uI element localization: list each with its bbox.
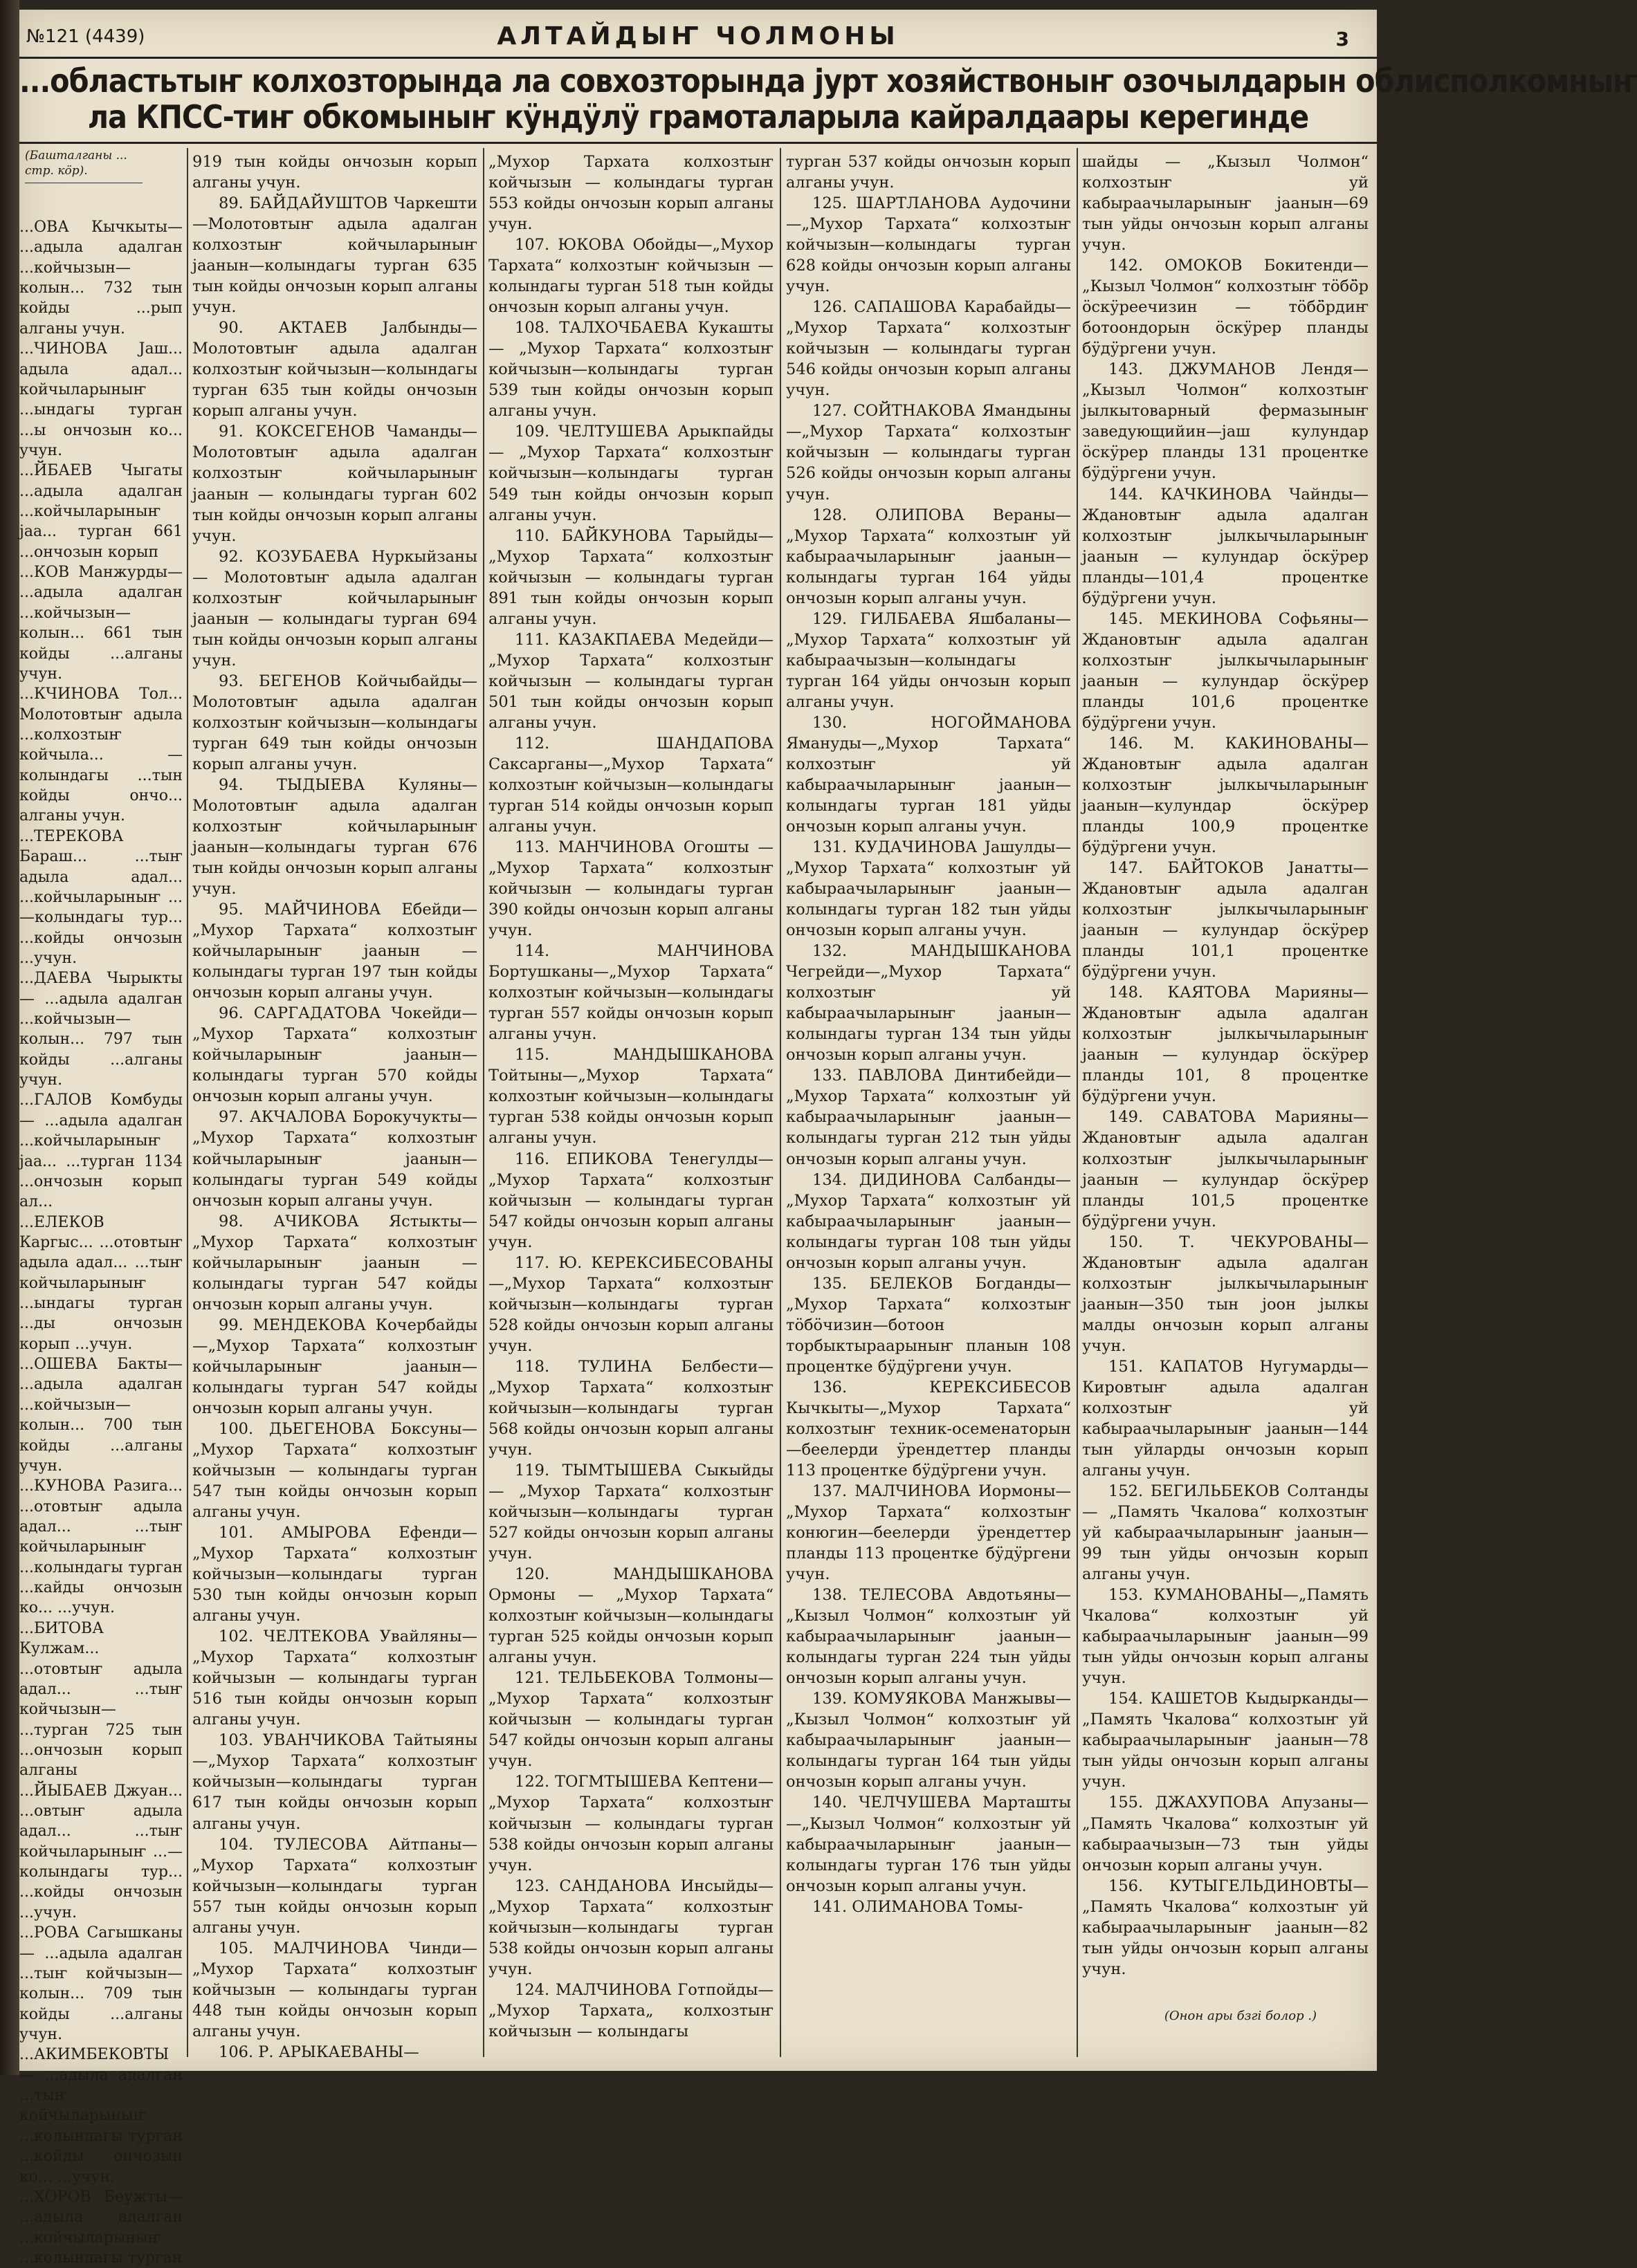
paragraph: 119. ТЫМТЫШЕВА Сыкыйды — „Мухор Тархата“ колхозтыҥ койчызын—колындагы турган 527 койды ончозын корып алганы учун.: [488, 1461, 774, 1563]
paragraph: 144. КАЧКИНОВА Чайнды—Ждановтыҥ адыла адалган колхозтыҥ јылкычыларыныҥ јаанын — кулундар ӧскӱрер планды—101,4 процентке бӱдӱргени учун.: [1082, 485, 1369, 607]
column-divider: [780, 148, 781, 2057]
paragraph: 138. ТЕЛЕСОВА Авдотьяны—„Кызыл Чолмон“ колхозтыҥ уй кабыраачыларыныҥ јаанын—колындагы турган 224 тын уйды ончозын корып алганы учун.: [786, 1586, 1071, 1688]
paragraph: 123. САНДАНОВА Инсыйды—„Мухор Тархата“ колхозтыҥ койчызын—колындагы турган 538 койды ончозын корып алганы учун.: [488, 1877, 774, 1978]
paragraph: 104. ТУЛЕСОВА Айтпаны—„Мухор Тархата“ колхозтыҥ койчызын—колындагы турган 557 тын койды ончозын корып алганы учун.: [192, 1835, 477, 1937]
column-divider: [483, 148, 484, 2057]
paragraph: 121. ТЕЛЬБЕКОВА Толмоны—„Мухор Тархата“ колхозтыҥ койчызын — колындагы турган 547 койды ончозын корып алганы учун.: [488, 1669, 774, 1771]
paragraph: 100. ДЬЕГЕНОВА Боксуны—„Мухор Тархата“ колхозтыҥ койчызын — колындагы турган 547 тын койды ончозын корып алганы учун.: [192, 1419, 477, 1522]
paragraph: 146. М. КАКИНОВАНЫ—Ждановтыҥ адыла адалган колхозтыҥ јылкычыларыныҥ јаанын—кулундар ӧскӱрер планды 100,9 процентке бӱдӱргени учун.: [1082, 734, 1369, 857]
masthead: [19, 22, 1377, 59]
headline-line-1: ...областьтыҥ колхозторында ла совхозторында јурт хозяйствоныҥ озочылдарын облисполкомныҥ: [19, 62, 1637, 100]
paragraph: 93. БЕГЕНОВ Койчыбайды—Молотовтыҥ адыла адалган колхозтыҥ койчызын—колындагы турган 649 тын койды ончозын корып алганы учун.: [192, 672, 477, 773]
paragraph: 102. ЧЕЛТЕКОВА Увайляны—„Мухор Тархата“ колхозтыҥ койчызын — колындагы турган 516 тын койды ончозын корып алганы учун.: [192, 1628, 477, 1729]
paragraph: ...ДАЕВА Чырыкты— ...адыла адалган ...койчызын—колын... 797 тын койды ...алганы учун.: [19, 970, 183, 1089]
paragraph: шайды — „Кызыл Чолмон“ колхозтыҥ уй кабыраачыларыныҥ јаанын—69 тын уйды ончозын корып алганы учун.: [1082, 153, 1369, 255]
paragraph: 129. ГИЛБАЕВА Яшбаланы—„Мухор Тархата“ колхозтыҥ уй кабыраачызын—колындагы турган 164 уйды ончозын корып алганы учун.: [786, 609, 1071, 711]
paragraph: 118. ТУЛИНА Белбести—„Мухор Тархата“ колхозтыҥ койчызын—колындагы турган 568 койды ончозын корып алганы учун.: [488, 1357, 774, 1459]
paragraph: 117. Ю. КЕРЕКСИБЕСОВАНЫ—„Мухор Тархата“ колхозтыҥ койчызын—колындагы турган 528 койды ончозын корып алганы учун.: [488, 1253, 774, 1355]
column-2: [488, 151, 774, 2042]
page-binding-shadow: [0, 0, 19, 2075]
paragraph: 137. МАЛЧИНОВА Иормоны—„Мухор Тархата“ колхозтыҥ конюгин—беелерди ӱрендеттер планды 113 процентке бӱдӱргени учун.: [786, 1482, 1071, 1584]
column-1: [192, 151, 477, 2063]
paragraph: 90. АКТАЕВ Јалбынды—Молотовтыҥ адыла адалган колхозтыҥ койчызын—колындагы турган 635 тын койды ончозын корып алганы учун.: [192, 319, 477, 421]
paragraph: 120. МАНДЫШКАНОВА Ормоны — „Мухор Тархата“ колхозтыҥ койчызын—колындагы турган 525 койды ончозын корып алганы учун.: [488, 1565, 774, 1667]
paragraph: ...ТЕРЕКОВА Бараш... ...тыҥ адыла адал... ...койчыларыныҥ ...—колындагы тур... ...койды ончозын ...учун.: [19, 827, 183, 967]
paragraph: 150. Т. ЧЕКУРОВАНЫ—Ждановтыҥ адыла адалган колхозтыҥ јылкычыларыныҥ јаанын—350 тын јоон јылкы малды ончозын корып алганы учун.: [1082, 1233, 1369, 1355]
paragraph: 154. КАШЕТОВ Кыдырканды—„Память Чкалова“ колхозтыҥ уй кабыраачыларыныҥ јаанын—78 тын уйды ончозын корып алганы учун.: [1082, 1690, 1369, 1791]
paragraph: 141. ОЛИМАНОВА Томы-: [812, 1897, 1023, 1916]
paragraph: 127. СОЙТНАКОВА Ямандыны—„Мухор Тархата“ колхозтыҥ койчызын — колындагы турган 526 койды ончозын корып алганы учун.: [786, 402, 1071, 504]
paragraph: ...ГАЛОВ Комбуды— ...адыла адалган ...койчыларыныҥ јаа... ...турган 1134 ...ончозын корып ал...: [19, 1091, 183, 1211]
paragraph: 126. САПАШОВА Карабайды—„Мухор Тархата“ колхозтыҥ койчызын — колындагы турган 546 койды ончозын корып алганы учун.: [786, 298, 1071, 400]
issue-number: №121 (4439): [26, 26, 145, 47]
newspaper-page: [19, 10, 1637, 2267]
paragraph: ...РОВА Сагышканы— ...адыла адалган ...тыҥ койчызын—колын... 709 тын койды ...алганы учун.: [19, 1924, 183, 2043]
paragraph: 156. КУТЫГЕЛЬДИНОВТЫ—„Память Чкалова“ колхозтыҥ уй кабыраачыларыныҥ јаанын—82 тын уйды ончозын корып алганы учун.: [1082, 1877, 1369, 1978]
paragraph: ...АКИМБЕКОВТЫ— ...адыла адалган ...тыҥ койчыларыныҥ ...колындагы турган ...койды ончозын ко... ...учун.: [19, 2046, 183, 2186]
paragraph: 110. БАЙКУНОВА Тарыйды—„Мухор Тархата“ колхозтыҥ койчызын — колындагы турган 891 тын койды ончозын корып алганы учун.: [488, 526, 774, 628]
column-divider: [1077, 148, 1078, 2057]
page-number: 3: [1335, 28, 1349, 50]
paragraph: 145. МЕКИНОВА Софьяны—Ждановтыҥ адыла адалган колхозтыҥ јылкычыларыныҥ јаанын — кулундар ӧскӱрер планды 101,6 процентке бӱдӱргени учун.: [1082, 609, 1369, 732]
paragraph: 122. ТОГМТЫШЕВА Кептени—„Мухор Тархата“ колхозтыҥ койчызын — колындагы турган 538 койды ончозын корып алганы учун.: [488, 1773, 774, 1874]
paragraph: 128. ОЛИПОВА Вераны—„Мухор Тархата“ колхозтыҥ уй кабыраачыларыныҥ јаанын—колындагы турган 164 уйды ончозын корып алганы учун.: [786, 506, 1071, 607]
paragraph: ...ЕЛЕКОВ Каргыс... ...отовтыҥ адыла адал... ...тыҥ койчыларыныҥ ...ындагы турган ...ды ончозын корып ...учун.: [19, 1213, 183, 1353]
paragraph: 131. КУДАЧИНОВА Јашулды—„Мухор Тархата“ колхозтыҥ уй кабыраачыларыныҥ јаанын—колындагы турган 182 тын уйды ончозын корып алганы учун.: [786, 838, 1071, 940]
paragraph: ...ЧИНОВА Јаш... адыла адал... койчыларыныҥ ...ындагы турган ...ы ончозын ко... учун.: [19, 340, 183, 459]
paragraph: 147. БАЙТОКОВ Јанатты—Ждановтыҥ адыла адалган колхозтыҥ јылкычыларыныҥ јаанын — кулундар ӧскӱрер планды 101,1 процентке бӱдӱргени учун.: [1082, 859, 1369, 981]
paragraph: 152. БЕГИЛЬБЕКОВ Солтанды — „Память Чкалова“ колхозтыҥ уй кабыраачыларыныҥ јаанын—99 тын уйды ончозын корып алганы учун.: [1082, 1482, 1369, 1584]
paragraph: ...КОВ Манжурды— ...адыла адалган ...койчызын—колын... 661 тын койды ...алганы учун.: [19, 564, 183, 683]
paragraph: 143. ДЖУМАНОВ Лендя—„Кызыл Чолмон“ колхозтыҥ јылкытоварный фермазыныҥ заведующийин—јаш кулундар ӧскӱрер планды 131 процентке бӱдӱргени учун.: [1082, 360, 1369, 483]
paragraph: ...ЙБАЕВ Чыгаты ...адыла адалган ...койчыларыныҥ јаа... турган 661 ...ончозын корып: [19, 462, 183, 561]
paragraph: 109. ЧЕЛТУШЕВА Арыкпайды — „Мухор Тархата“ колхозтыҥ койчызын—колындагы турган 549 тын койды ончозын корып алганы учун.: [488, 423, 774, 524]
paragraph: 101. АМЫРОВА Ефенди—„Мухор Тархата“ колхозтыҥ койчызын—колындагы турган 530 тын койды ончозын корып алганы учун.: [192, 1524, 477, 1625]
paragraph: 134. ДИДИНОВА Салбанды—„Мухор Тархата“ колхозтыҥ уй кабыраачыларыныҥ јаанын—колындагы турган 108 тын уйды ончозын корып алганы учун.: [786, 1170, 1071, 1272]
paragraph: ...КЧИНОВА Тол... Молотовтыҥ адыла ...колхозтыҥ койчыла... —колындагы ...тын койды ончо... алганы учун.: [19, 685, 183, 825]
paragraph: 149. САВАТОВА Марияны—Ждановтыҥ адыла адалган колхозтыҥ јылкычыларыныҥ јаанын — кулундар ӧскӱрер планды 101,5 процентке бӱдӱргени учун.: [1082, 1108, 1369, 1230]
paragraph: 97. АКЧАЛОВА Борокучукты—„Мухор Тархата“ колхозтыҥ койчыларыныҥ јаанын—колындагы турган 549 койды ончозын корып алганы учун.: [192, 1108, 477, 1210]
paragraph: 130. НОГОЙМАНОВА Ямануды—„Мухор Тархата“ колхозтыҥ уй кабыраачыларыныҥ јаанын—колындагы турган 181 уйды ончозын корып алганы учун.: [786, 713, 1071, 836]
paragraph: ...ОВА Кычкыты— ...адыла адалган ...койчызын—колын... 732 тын койды ...рып алганы учун.: [19, 219, 183, 338]
paragraph: 155. ДЖАХУПОВА Апузаны—„Память Чкалова“ колхозтыҥ уй кабыраачызын—73 тын уйды ончозын корып алганы учун.: [1082, 1794, 1369, 1874]
paragraph: 919 тын койды ончозын корып алганы учун.: [192, 153, 477, 192]
paragraph: 139. КОМУЯКОВА Манжывы—„Кызыл Чолмон“ колхозтыҥ уй кабыраачыларыныҥ јаанын—колындагы турган 164 тын уйды ончозын корып алганы учун.: [786, 1690, 1071, 1791]
paragraph: 124. МАЛЧИНОВА Готпойды—„Мухор Тархата„ колхозтыҥ койчызын — колындагы: [488, 1980, 774, 2040]
paragraph: 99. МЕНДЕКОВА Кочербайды—„Мухор Тархата“ колхозтыҥ койчыларыныҥ јаанын—колындагы турган 547 койды ончозын корып алганы учун.: [192, 1316, 477, 1417]
paragraph: 136. КЕРЕКСИБЕСОВ Кычкыты—„Мухор Тархата“ колхозтыҥ техник-осеменаторын—беелерди ӱрендеттер планды 113 процентке бӱдӱргени учун.: [786, 1378, 1071, 1479]
paragraph: 148. КАЯТОВА Марияны—Ждановтыҥ адыла адалган колхозтыҥ јылкычыларыныҥ јаанын — кулундар ӧскӱрер планды 101, 8 процентке бӱдӱргени учун.: [1082, 984, 1369, 1106]
column-3: [786, 151, 1071, 1917]
paragraph: ...БИТОВА Кулжам... ...отовтыҥ адыла адал... ...тыҥ койчызын— ...турган 725 тын ...ончозын корып алганы: [19, 1619, 183, 1780]
paragraph: 140. ЧЕЛЧУШЕВА Марташты—„Кызыл Чолмон“ колхозтыҥ уй кабыраачыларыныҥ јаанын—колындагы турган 176 тын уйды ончозын корып алганы учун.: [786, 1794, 1071, 1895]
continuation-caption: (Башталганы ... стр. кӧр).: [25, 148, 143, 183]
paragraph: турган 537 койды ончозын корып алганы учун.: [786, 153, 1071, 192]
column-divider: [187, 148, 188, 2057]
paragraph: 91. КОКСЕГЕНОВ Чаманды—Молотовтыҥ адыла адалган колхозтыҥ койчыларыныҥ јаанын — колындагы турган 602 тын койды ончозын корып алганы учун.: [192, 423, 477, 545]
paragraph: 142. ОМОКОВ Бокитенди—„Кызыл Чолмон“ колхозтыҥ тӧбӧ̈р ӧскӱреечизин — тӧбӧ̈рдиҥ ботоондорын ӧскӱрер планды бӱдӱргени учун.: [1082, 257, 1369, 358]
headline: [19, 62, 1637, 144]
paragraph: 132. МАНДЫШКАНОВА Чегрейди—„Мухор Тархата“ колхозтыҥ уй кабыраачыларыныҥ јаанын—колындагы турган 134 тын уйды ончозын корып алганы учун.: [786, 942, 1071, 1064]
paragraph: 115. МАНДЫШКАНОВА Тойтыны—„Мухор Тархата“ колхозтыҥ койчызын—колындагы турган 538 койды ончозын корып алганы учун.: [488, 1046, 774, 1147]
paragraph: 94. ТЫДЫЕВА Куляны—Молотовтыҥ адыла адалган колхозтыҥ койчыларыныҥ јаанын—колындагы турган 676 тын койды ончозын корып алганы учун.: [192, 775, 477, 898]
headline-line-2: ла КПСС-тиҥ обкомыныҥ кӱндӱлӱ грамоталарыла кайралдаары керегинде: [87, 98, 1309, 136]
paper-title: АЛТАЙДЫҤ ЧОЛМОНЫ: [497, 22, 899, 50]
paragraph: „Мухор Тархата колхозтыҥ койчызын — колындагы турган 553 койды ончозын корып алганы учун.: [488, 153, 774, 234]
column-0: [19, 217, 183, 2268]
paragraph: 111. КАЗАКПАЕВА Медейди—„Мухор Тархата“ колхозтыҥ койчызын — колындагы турган 501 тын койды ончозын корып алганы учун.: [488, 630, 774, 732]
paragraph: 113. МАНЧИНОВА Огошты —„Мухор Тархата“ колхозтыҥ койчызын — колындагы турган 390 койды ончозын корып алганы учун.: [488, 838, 774, 940]
paragraph: 125. ШАРТЛАНОВА Аудочини—„Мухор Тархата“ колхозтыҥ койчызын—колындагы турган 628 койды ончозын корып алганы учун.: [786, 194, 1071, 296]
paragraph: 96. САРГАДАТОВА Чокейди—„Мухор Тархата“ колхозтыҥ койчыларыныҥ јаанын—колындагы турган 570 койды ончозын корып алганы учун.: [192, 1004, 477, 1106]
paragraph: 107. ЮКОВА Обойды—„Мухор Тархата“ колхозтыҥ койчызын — колындагы турган 518 тын койды ончозын корып алганы учун.: [488, 236, 774, 317]
paragraph: 105. МАЛЧИНОВА Чинди—„Мухор Тархата“ колхозтыҥ койчызын — колындагы турган 448 тын койды ончозын корып алганы учун.: [192, 1939, 477, 2040]
paragraph: 153. КУМАНОВАНЫ—„Память Чкалова“ колхозтыҥ уй кабыраачыларыныҥ јаанын—99 тын уйды ончозын корып алганы учун.: [1082, 1586, 1369, 1688]
continuation-note: (Онон ары бзгi болор .): [1164, 2009, 1317, 2023]
paragraph: 114. МАНЧИНОВА Бортушканы—„Мухор Тархата“ колхозтыҥ койчызын—колындагы турган 557 койды ончозын корып алганы учун.: [488, 942, 774, 1044]
paragraph: ...КУНОВА Разига... ...отовтыҥ адыла адал... ...тыҥ койчыларыныҥ ...колындагы турган ...кайды ончозын ко... ...учун.: [19, 1477, 183, 1617]
paragraph: 133. ПАВЛОВА Динтибейди—„Мухор Тархата“ колхозтыҥ уй кабыраачыларыныҥ јаанын—колындагы турган 212 тын уйды ончозын корып алганы учун.: [786, 1067, 1071, 1168]
paragraph: 92. КОЗУБАЕВА Нуркыйзаны — Молотовтыҥ адыла адалган колхозтыҥ койчыларыныҥ јаанын — колындагы турган 694 тын койды ончозын корып алганы учун.: [192, 547, 477, 670]
paragraph: ...ЙЫБАЕВ Джуан... ...овтыҥ адыла адал... ...тыҥ койчыларыныҥ ...—колындагы тур... ...койды ончозын ...учун.: [19, 1782, 183, 1921]
paragraph: 89. БАЙДАЙУШТОВ Чаркешти—Молотовтыҥ адыла адалган колхозтыҥ койчыларыныҥ јаанын—колындагы турган 635 тын койды ончозын корып алганы учун.: [192, 194, 477, 317]
paragraph: ...ХОРОВ Беужты— ...адыла адалган ...койчыларыныҥ ...колындагы турган: [19, 2188, 183, 2267]
paragraph: 116. ЕПИКОВА Тенегулды—„Мухор Тархата“ колхозтыҥ койчызын — колындагы турган 547 койды ончозын корып алганы учун.: [488, 1150, 774, 1251]
paragraph: 151. КАПАТОВ Нугумарды—Кировтыҥ адыла адалган колхозтыҥ уй кабыраачыларыныҥ јаанын—144 тын уйларды ончозын корып алганы учун.: [1082, 1357, 1369, 1479]
column-4: [1082, 151, 1369, 1980]
paragraph: 135. БЕЛЕКОВ Богданды—„Мухор Тархата“ колхозтыҥ тӧбӧчизин—ботоон торбыктыраарыныҥ планын 108 процентке бӱдӱргени учун.: [786, 1274, 1071, 1376]
paragraph: 112. ШАНДАПОВА Саксарганы—„Мухор Тархата“ колхозтыҥ койчызын—колындагы турган 514 койды ончозын корып алганы учун.: [488, 734, 774, 836]
paragraph: 95. МАЙЧИНОВА Ебейди—„Мухор Тархата“ колхозтыҥ койчыларыныҥ јаанын — колындагы турган 197 тын койды ончозын корып алганы учун.: [192, 901, 477, 1002]
paragraph: ...ОШЕВА Бакты— ...адыла адалган ...койчызын—колын... 700 тын койды ...алганы учун.: [19, 1356, 183, 1475]
paragraph: 106. Р. АРЫКАЕВАНЫ—: [219, 2043, 419, 2061]
paragraph: 103. УВАНЧИКОВА Тайтыяны—„Мухор Тархата“ колхозтыҥ койчызын—колындагы турган 617 тын койды ончозын корып алганы учун.: [192, 1731, 477, 1833]
paragraph: 98. АЧИКОВА Ястыкты—„Мухор Тархата“ колхозтыҥ койчыларыныҥ јаанын — колындагы турган 547 койды ончозын корып алганы учун.: [192, 1212, 477, 1313]
paragraph: 108. ТАЛХОЧБАЕВА Кукашты — „Мухор Тархата“ колхозтыҥ койчызын—колындагы турган 539 тын койды ончозын корып алганы учун.: [488, 319, 774, 421]
